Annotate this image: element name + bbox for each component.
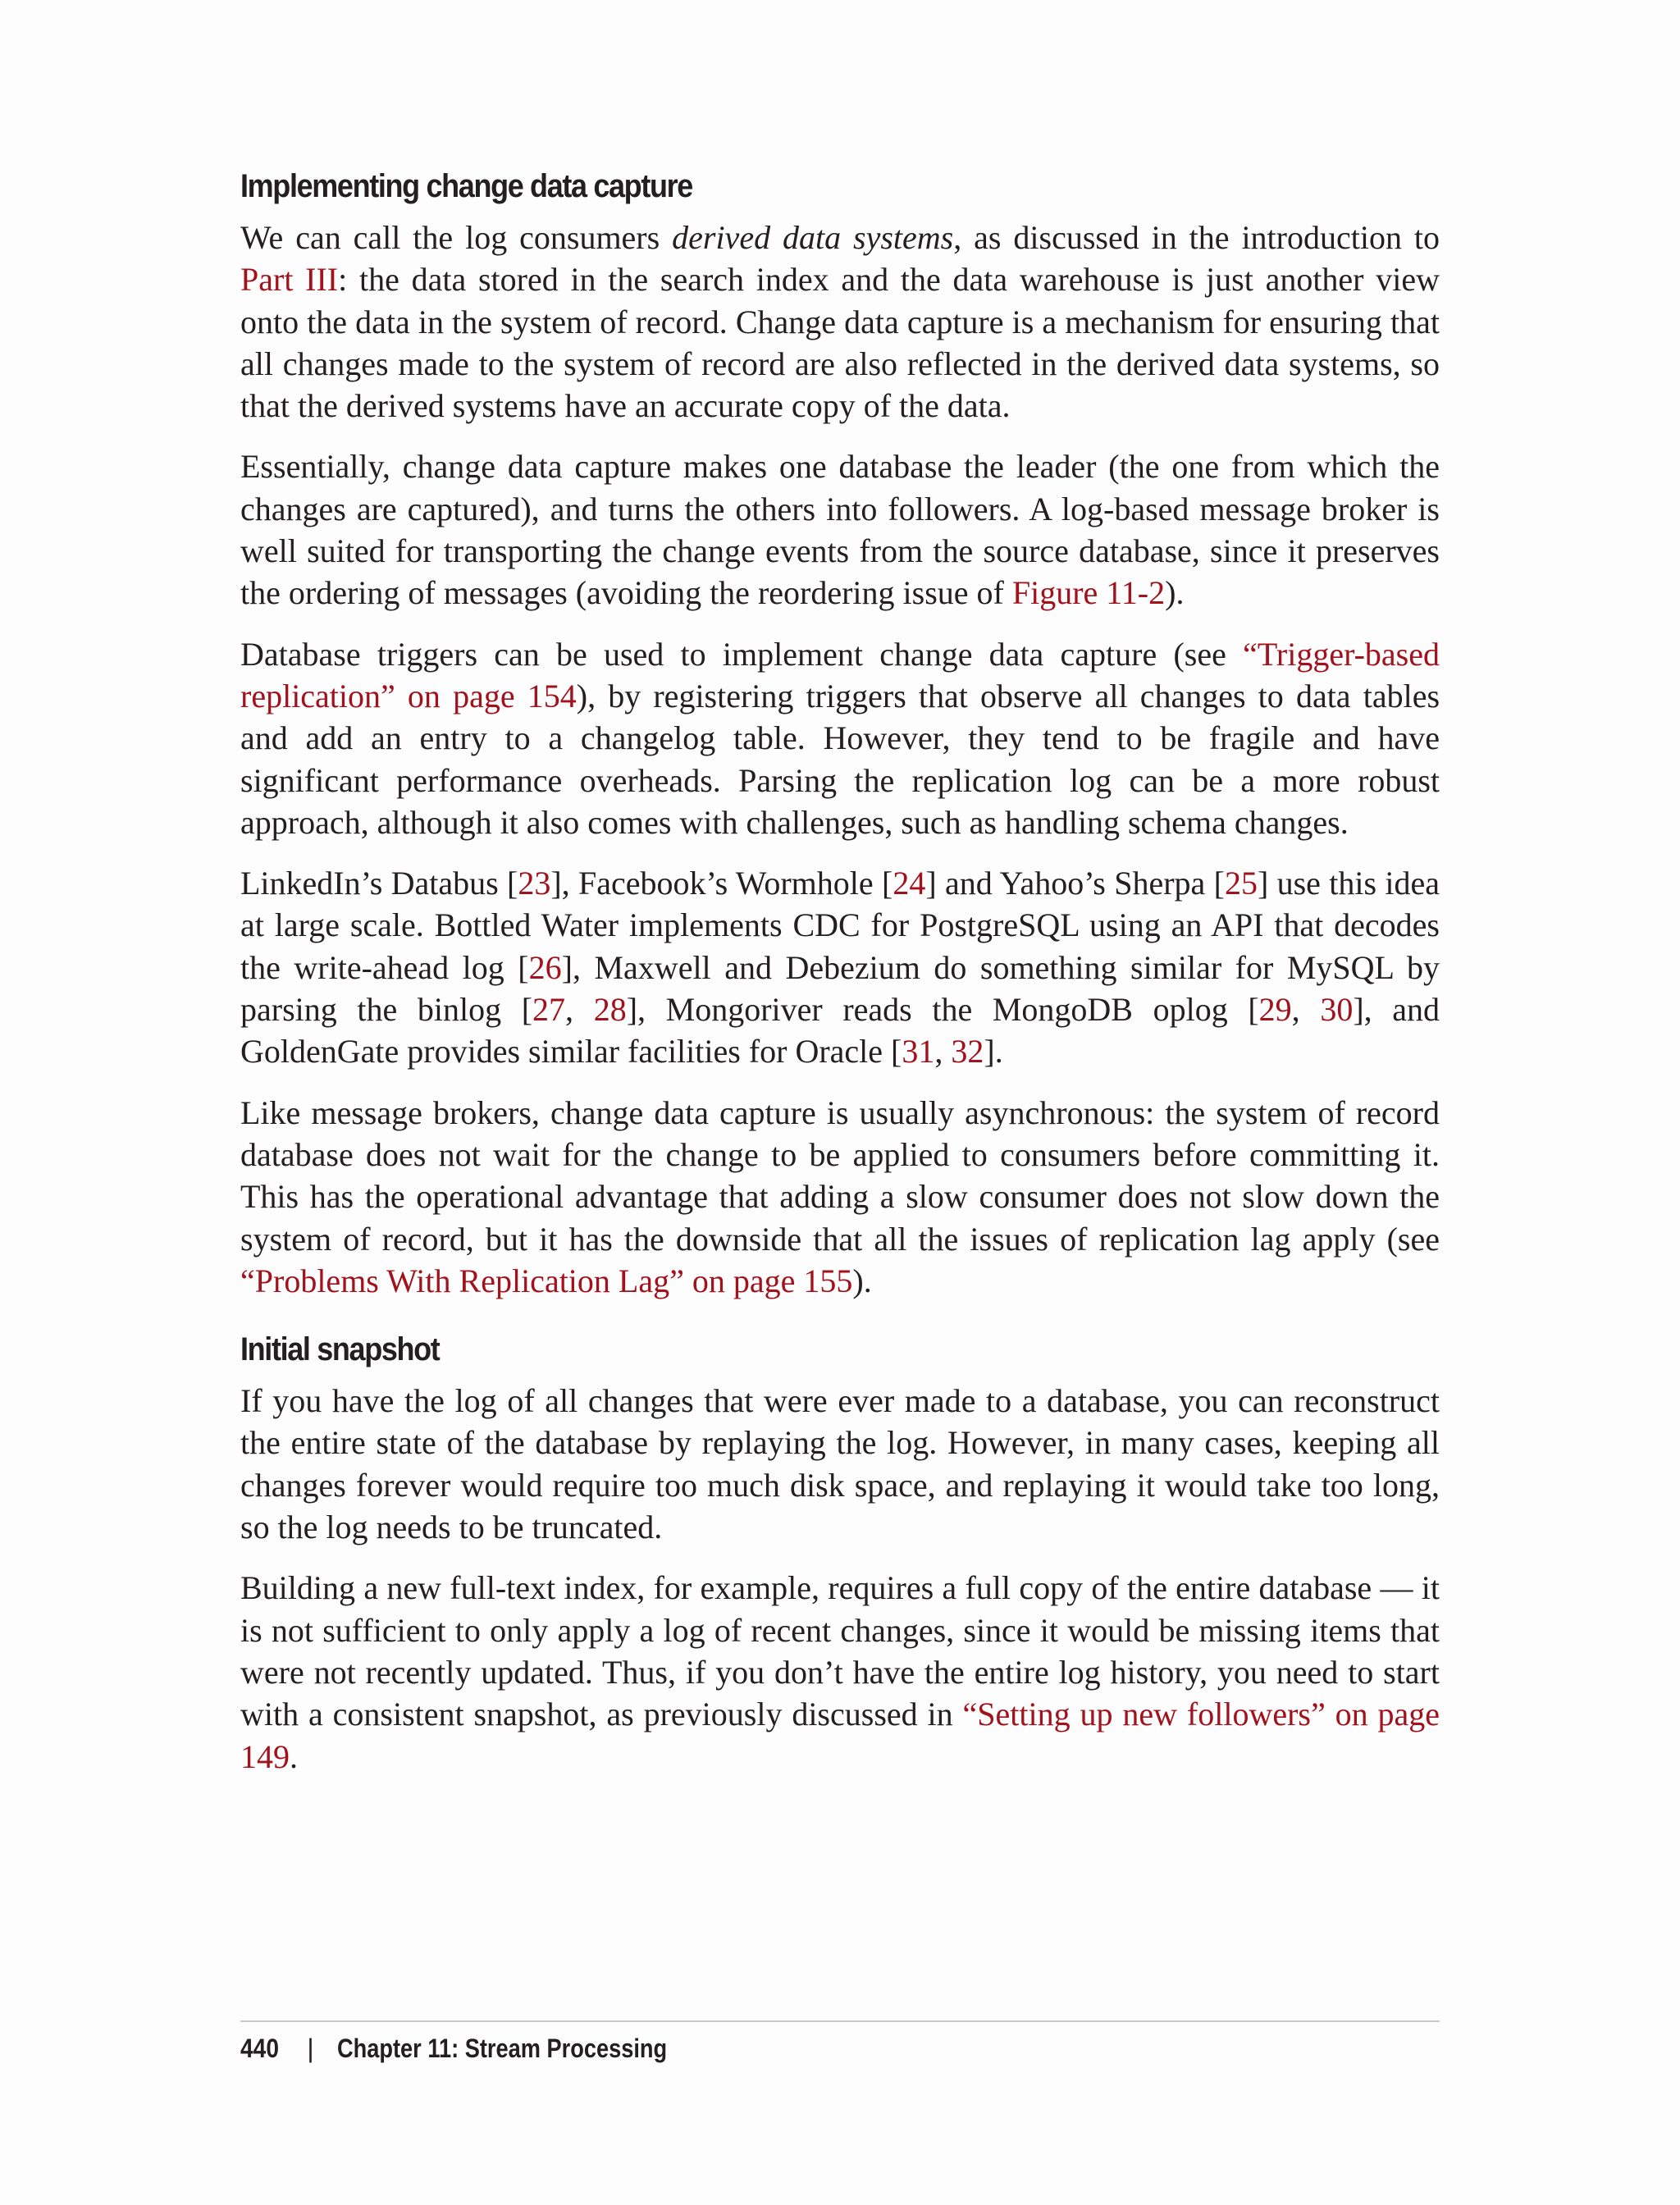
paragraph-asynchronous: Like message brokers, change data capture is usually asynchronous: the system of record database does not wait for the change to be applied to consumers before committing it. This has the operational advantage that adding a slow consumer does not slow down the system of record, but it has the downside that all the issues of replication lag apply (see “Problems With Replication Lag” on page 155). [240, 1093, 1440, 1299]
ref-28[interactable]: 28 [593, 991, 627, 1029]
paragraph-derived-data: We can call the log consumers derived data systems, as discussed in the introduction to Part III: the data stored in the search index and the data warehouse is just another view onto the data in the system of record. Change data capture is a mechanism for ensuring that all changes made to the system of record are also reflected in the derived data systems, so that the derived systems have an accurate copy of the data. [240, 219, 1440, 425]
link-setting-up-new-followers[interactable]: “Setting up new followers” on page 149 [240, 1696, 1440, 1775]
ref-27[interactable]: 27 [532, 991, 566, 1029]
ref-24[interactable]: 24 [892, 865, 926, 902]
link-replication-lag[interactable]: “Problems With Replication Lag” on page 155 [240, 1262, 853, 1299]
chapter-title: Chapter 11: Stream Processing [336, 2034, 667, 2063]
ref-23[interactable]: 23 [518, 865, 551, 902]
footer-separator: | [307, 2034, 314, 2063]
link-figure-11-2[interactable]: Figure 11-2 [1011, 574, 1166, 612]
paragraph-triggers: Database triggers can be used to implement change data capture (see “Trigger-based replication” on page 154), by registering triggers that observe all changes to data tables and add an entry to a changelog table. However, they tend to be fragile and have significant performance overheads. Parsing the replication log can be a more robust approach, although it also comes with challenges, such as handling schema changes. [240, 635, 1440, 841]
ref-32[interactable]: 32 [951, 1033, 984, 1071]
term-derived-data-systems: derived data systems [672, 219, 954, 256]
ref-31[interactable]: 31 [902, 1033, 935, 1071]
link-trigger-based-replication[interactable]: “Trigger-based replication” on page 154 [240, 635, 1440, 714]
ref-25[interactable]: 25 [1224, 865, 1258, 902]
page-footer [240, 2020, 1440, 2064]
ref-30[interactable]: 30 [1320, 991, 1354, 1029]
link-part-iii[interactable]: Part III [240, 261, 339, 299]
ref-29[interactable]: 29 [1258, 991, 1292, 1029]
ref-26[interactable]: 26 [528, 948, 562, 986]
paragraph-full-text-index: Building a new full-text index, for example, requires a full copy of the entire database — it is not sufficient to only apply a log of recent changes, since it would be missing items that were not recently updated. Thus, if you don’t have the entire log history, you need to start with a consistent snapshot, as previously discussed in “Setting up new followers” on page 149. [240, 1569, 1440, 1775]
paragraph-log-truncation: If you have the log of all changes that were ever made to a database, you can reconstruct the entire state of the database by replaying the log. However, in many cases, keeping all changes forever would require too much disk space, and replaying it would take too long, so the log needs to be truncated. [240, 1382, 1440, 1546]
paragraph-leader-followers: Essentially, change data capture makes one database the leader (the one from which the changes are captured), and turns the others into followers. A log-based message broker is well suited for transporting the change events from the source database, since it preserves the ordering of messages (avoiding the reordering issue of Figure 11-2). [240, 448, 1440, 612]
page-number: 440 [240, 2034, 279, 2063]
section-heading-initial-snapshot: Initial snapshot [240, 1331, 440, 1368]
section-heading-cdc: Implementing change data capture [240, 168, 692, 204]
paragraph-implementations: LinkedIn’s Databus [23], Facebook’s Wormhole [24] and Yahoo’s Sherpa [25] use this idea at large scale. Bottled Water implements CDC for PostgreSQL using an API that decodes the write-ahead log [26], Maxwell and Debezium do something similar for MySQL by parsing the binlog [27, 28], Mongoriver reads the MongoDB oplog [29, 30], and GoldenGate provides similar facilities for Oracle [31, 32]. [240, 865, 1440, 1071]
page-body [240, 168, 1440, 1796]
